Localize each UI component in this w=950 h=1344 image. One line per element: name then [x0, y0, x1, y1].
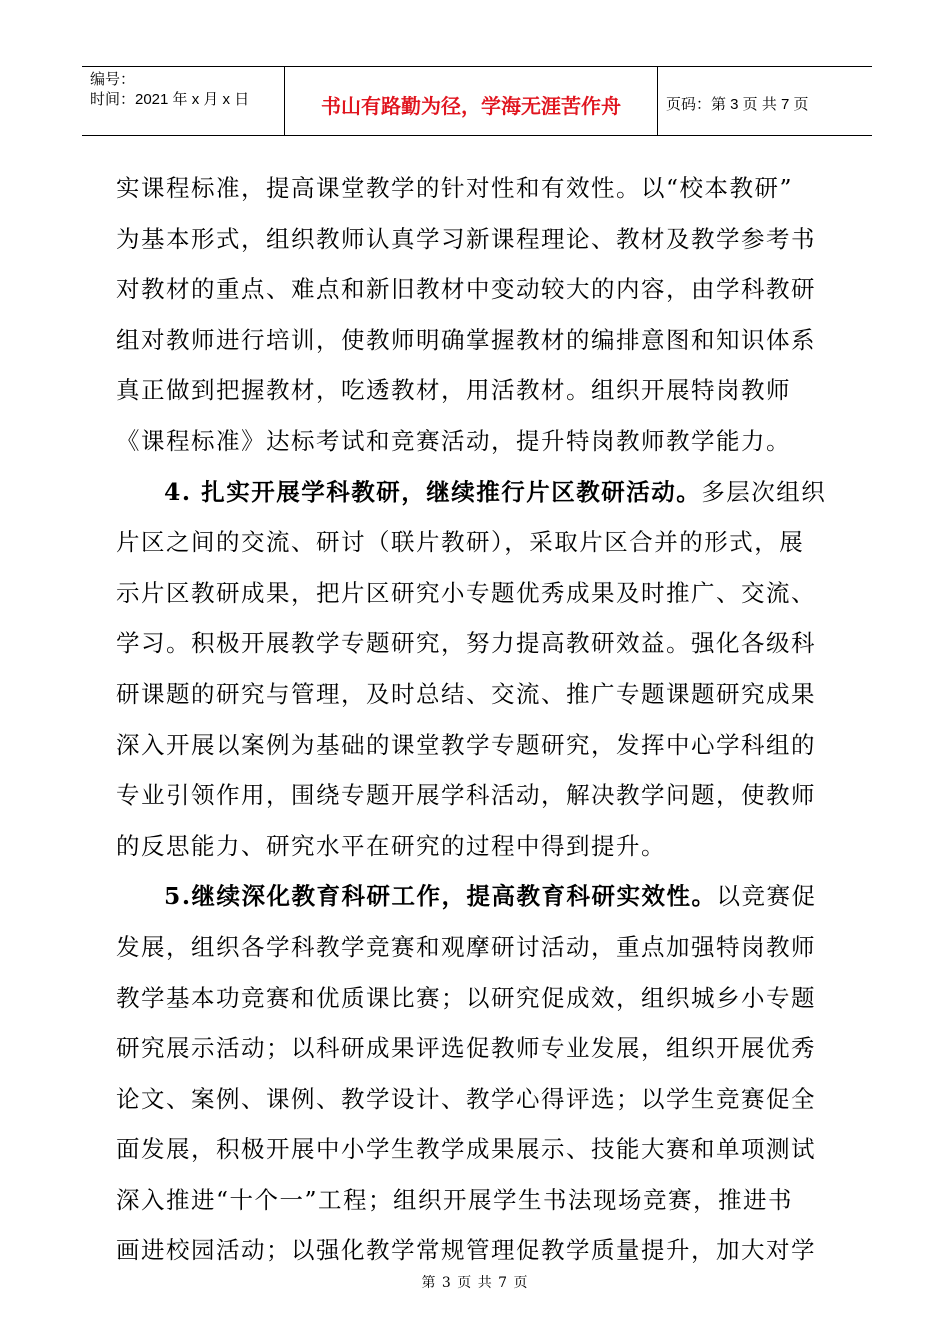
item4-line: 的反思能力、研究水平在研究的过程中得到提升。	[116, 831, 666, 860]
time-label: 时间：2021 年 x 月 x 日	[90, 91, 250, 108]
item5-first-line	[116, 871, 842, 922]
item5-line: 论文、案例、课例、教学设计、教学心得评选；以学生竞赛促全	[116, 1084, 816, 1113]
item5-line: 画进校园活动；以强化教学常规管理促教学质量提升，加大对学	[116, 1236, 816, 1265]
item5-line: 研究展示活动；以科研成果评选促教师专业发展，组织开展优秀	[116, 1034, 816, 1063]
header-page-label: 页码：第 3 页 共 7 页	[666, 95, 809, 113]
item4-heading: 4. 扎实开展学科教研，继续推行片区教研活动。	[164, 477, 702, 506]
item4-line: 学习。积极开展教学专题研究，努力提高教研效益。强化各级科	[116, 629, 816, 658]
body-line: 对教材的重点、难点和新旧教材中变动较大的内容，由学科教研	[116, 275, 816, 304]
item5-line: 教学基本功竞赛和优质课比赛；以研究促成效，组织城乡小专题	[116, 983, 816, 1012]
document-header	[82, 66, 872, 136]
item4-first-tail: 多层次组织	[701, 477, 827, 506]
body-line: 真正做到把握教材，吃透教材，用活教材。组织开展特岗教师	[116, 376, 791, 405]
body-line: 为基本形式，组织教师认真学习新课程理论、教材及教学参考书	[116, 224, 816, 253]
item5-heading: 5.继续深化教育科研工作，提高教育科研实效性。	[164, 882, 717, 911]
item4-line: 深入开展以案例为基础的课堂教学专题研究，发挥中心学科组的	[116, 730, 816, 759]
item4-line: 片区之间的交流、研讨（联片教研），采取片区合并的形式，展	[116, 528, 805, 557]
item4-line: 研课题的研究与管理，及时总结、交流、推广专题课题研究成果	[116, 679, 816, 708]
page-footer: 第 3 页 共 7 页	[421, 1275, 529, 1291]
document-body	[116, 163, 842, 1276]
item5-line: 面发展，积极开展中小学生教学成果展示、技能大赛和单项测试	[116, 1135, 816, 1164]
item4-line: 示片区教研成果，把片区研究小专题优秀成果及时推广、交流、	[116, 578, 816, 607]
item5-line: 深入推进“十个一”工程；组织开展学生书法现场竞赛，推进书	[116, 1185, 794, 1214]
item4-first-line	[116, 467, 842, 518]
header-motto: 书山有路勤为径，学海无涯苦作舟	[284, 67, 658, 135]
number-label: 编号：	[90, 71, 136, 88]
body-line: 组对教师进行培训，使教师明确掌握教材的编排意图和知识体系	[116, 325, 816, 354]
item5-line: 发展，组织各学科教学竞赛和观摩研讨活动，重点加强特岗教师	[116, 932, 816, 961]
body-line: 《课程标准》达标考试和竞赛活动，提升特岗教师教学能力。	[116, 426, 791, 455]
item4-line: 专业引领作用，围绕专题开展学科活动，解决教学问题，使教师	[116, 781, 816, 810]
header-meta	[82, 67, 284, 135]
item5-first-tail: 以竞赛促	[716, 882, 817, 911]
body-line: 实课程标准，提高课堂教学的针对性和有效性。以“校本教研”	[116, 174, 794, 202]
